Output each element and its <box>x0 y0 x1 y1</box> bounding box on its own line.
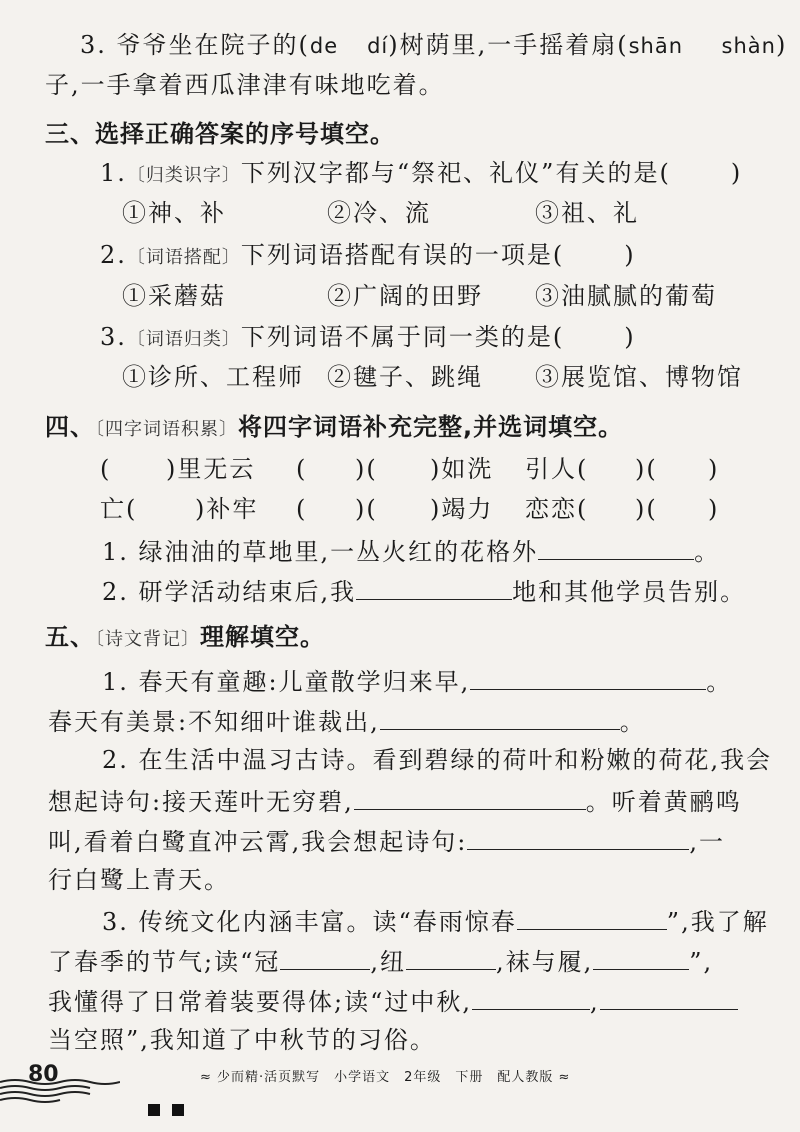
option[interactable]: ②毽子、跳绳 <box>327 363 483 391</box>
fill-sentence <box>102 573 746 609</box>
sentence-text: , <box>589 988 600 1016</box>
idiom-text: )( <box>635 495 658 523</box>
item-text: 下列词语搭配有误的一项是( <box>240 241 565 269</box>
pinyin-option[interactable]: dí <box>367 34 389 58</box>
category-tag: 〔诗文背记〕 <box>95 629 200 650</box>
question-item <box>80 28 787 63</box>
fill-sentence <box>48 783 742 819</box>
answer-blank[interactable] <box>538 533 694 560</box>
sentence-text: 3. 传统文化内涵丰富。读“春雨惊春 <box>102 908 517 936</box>
sentence-end: 。 <box>619 708 646 736</box>
item-text: 子,一手拿着西瓜津津有味地吃着。 <box>45 71 445 99</box>
paragraph-line: 2. 在生活中温习古诗。看到碧绿的荷叶和粉嫩的荷花,我会 <box>102 746 773 774</box>
item-text: ) <box>775 31 788 59</box>
section-heading: 理解填空。 <box>200 623 325 651</box>
sentence-text: ,纽 <box>370 948 406 976</box>
fill-sentence <box>48 943 713 979</box>
section-title <box>45 410 623 447</box>
item-number: 3. <box>100 323 127 351</box>
section-title <box>45 620 325 657</box>
sentence-text: 2. 研学活动结束后,我 <box>102 578 357 606</box>
answer-blank[interactable] <box>517 903 667 930</box>
sentence-text: 。听着黄鹂鸣 <box>585 788 742 816</box>
fill-sentence <box>102 533 720 569</box>
option[interactable]: ③祖、礼 <box>535 199 639 227</box>
paren-open: ( <box>100 455 112 483</box>
answer-blank[interactable] <box>354 783 586 810</box>
sentence-text: 我懂得了日常着装要得体;读“过中秋, <box>48 988 472 1016</box>
section-title: 三、选择正确答案的序号填空。 <box>45 120 395 148</box>
sentence-text: ”, <box>689 948 714 976</box>
category-tag: 〔四字词语积累〕 <box>95 419 238 440</box>
sentence-end: 地和其他学员告别。 <box>512 578 747 606</box>
idiom-text: )竭力 <box>430 495 494 523</box>
pinyin-option[interactable]: shān <box>628 34 684 58</box>
idiom-text: )( <box>355 495 378 523</box>
fill-sentence <box>48 823 725 859</box>
pinyin-option[interactable]: shàn <box>721 34 776 58</box>
sentence-text: 1. 绿油油的草地里,一丛火红的花格外 <box>102 538 539 566</box>
idiom-text: )补牢 <box>195 495 259 523</box>
fill-sentence <box>102 663 732 699</box>
fill-sentence <box>48 703 646 739</box>
item-text: )树荫里,一手摇着扇( <box>388 31 629 59</box>
paren-open: ( <box>296 455 308 483</box>
answer-blank[interactable] <box>600 983 738 1010</box>
paren-close: ) <box>624 323 636 351</box>
category-tag: 〔词语搭配〕 <box>126 247 241 268</box>
item-number: 3. <box>80 31 107 59</box>
answer-blank[interactable] <box>380 703 620 730</box>
sentence-text: 了春季的节气;读“冠 <box>48 948 281 976</box>
answer-blank[interactable] <box>280 943 370 970</box>
paren-close: ) <box>708 455 720 483</box>
idiom-text: )( <box>635 455 658 483</box>
item-number: 2. <box>100 241 127 269</box>
wave-decoration-icon <box>0 1078 120 1108</box>
answer-blank[interactable] <box>470 663 706 690</box>
section-heading: 将四字词语补充完整,并选词填空。 <box>238 413 624 441</box>
question-item <box>100 156 742 193</box>
sentence-end: 。 <box>706 668 733 696</box>
square-mark-icon <box>172 1104 184 1116</box>
option[interactable]: ①诊所、工程师 <box>122 363 304 391</box>
answer-blank[interactable] <box>593 943 689 970</box>
item-text: 爷爷坐在院子的( <box>116 31 310 59</box>
question-item <box>100 320 636 357</box>
question-item <box>100 238 636 275</box>
idiom-text: 亡( <box>100 495 138 523</box>
paren-close: ) <box>624 241 636 269</box>
option[interactable]: ①神、补 <box>122 199 226 227</box>
option[interactable]: ③展览馆、博物馆 <box>535 363 743 391</box>
paragraph-line: 当空照”,我知道了中秋节的习俗。 <box>48 1026 436 1054</box>
idiom-blank[interactable] <box>120 452 170 482</box>
option[interactable]: ②冷、流 <box>327 199 431 227</box>
answer-blank[interactable] <box>467 823 689 850</box>
section-prefix: 五、 <box>45 623 95 651</box>
square-mark-icon <box>148 1104 160 1116</box>
answer-blank[interactable] <box>406 943 496 970</box>
fill-sentence <box>48 983 738 1019</box>
item-text: 下列汉字都与“祭祀、礼仪”有关的是( <box>240 159 671 187</box>
category-tag: 〔归类识字〕 <box>126 165 241 186</box>
item-text: 下列词语不属于同一类的是( <box>240 323 565 351</box>
sentence-text: 想起诗句:接天莲叶无穷碧, <box>48 788 354 816</box>
item-number: 1. <box>100 159 127 187</box>
idiom-text: )( <box>355 455 378 483</box>
answer-blank[interactable] <box>356 573 512 600</box>
idiom-text: 恋恋( <box>525 495 589 523</box>
sentence-text: ,一 <box>689 828 725 856</box>
footer-text: ≈ 少而精·活页默写 小学语文 2年级 下册 配人教版 ≈ <box>200 1070 571 1085</box>
section-prefix: 四、 <box>45 413 95 441</box>
page-number: 80 <box>28 1062 59 1087</box>
option[interactable]: ②广阔的田野 <box>327 282 483 310</box>
sentence-end: 。 <box>694 538 721 566</box>
option[interactable]: ③油腻腻的葡萄 <box>535 282 717 310</box>
sentence-text: ,袜与履, <box>496 948 594 976</box>
paragraph-line: 行白鹭上青天。 <box>48 866 230 894</box>
sentence-text: 1. 春天有童趣:儿童散学归来早, <box>102 668 471 696</box>
paren-close: ) <box>730 159 743 187</box>
fill-sentence <box>102 903 769 939</box>
sentence-text: 春天有美景:不知细叶谁裁出, <box>48 708 380 736</box>
sentence-text: 叫,看着白鹭直冲云霄,我会想起诗句: <box>48 828 468 856</box>
option[interactable]: ①采蘑菇 <box>122 282 226 310</box>
paren-open: ( <box>296 495 308 523</box>
idiom-text: )里无云 <box>166 455 256 483</box>
paren-close: ) <box>708 495 720 523</box>
pinyin-option[interactable]: de <box>309 34 339 58</box>
category-tag: 〔词语归类〕 <box>126 329 241 350</box>
idiom-text: )如洗 <box>430 455 494 483</box>
answer-blank[interactable] <box>472 983 590 1010</box>
idiom-text: 引人( <box>525 455 589 483</box>
sentence-text: ”,我了解 <box>666 908 769 936</box>
